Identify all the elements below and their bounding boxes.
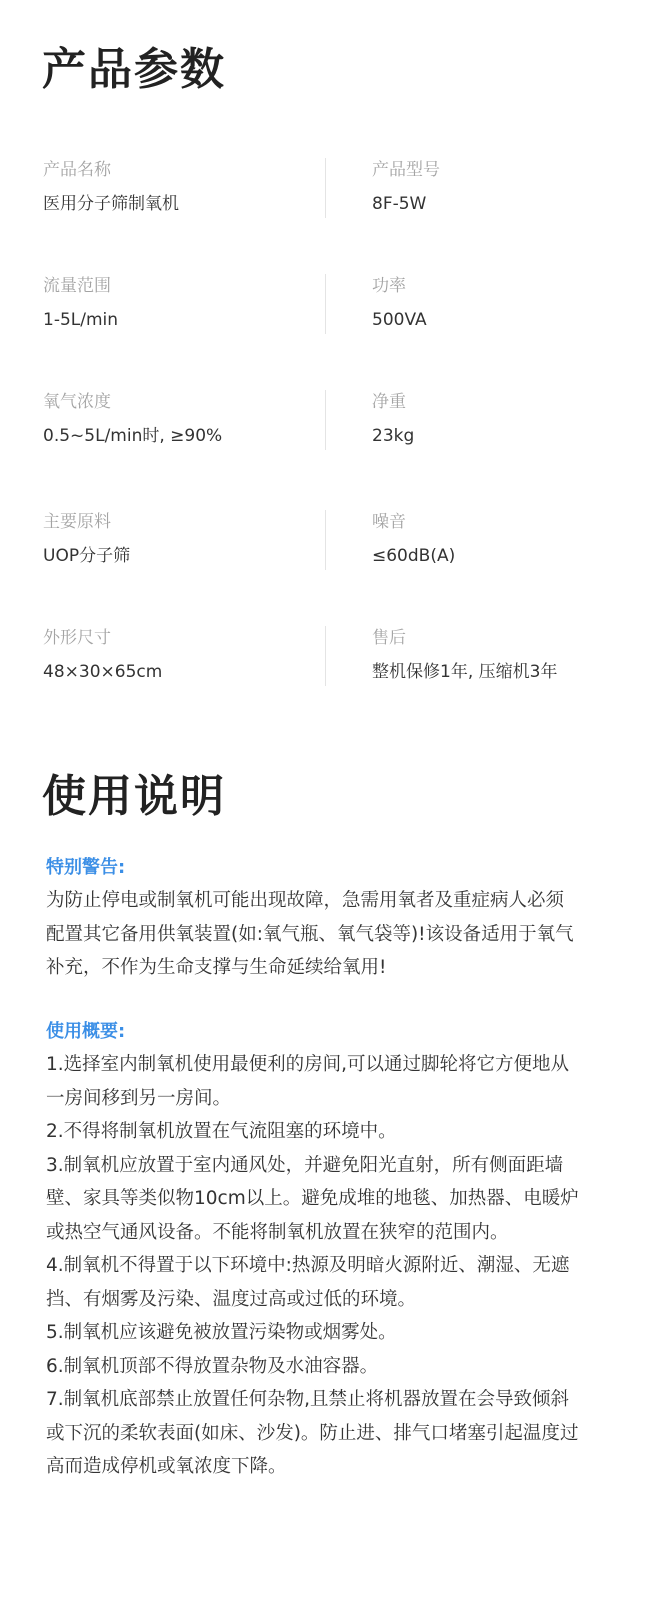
spec-item xyxy=(43,510,130,568)
usage-line: 3.制氧机应放置于室内通风处，并避免阳光直射，所有侧面距墙 xyxy=(46,1154,564,1176)
spec-value: 整机保修1年, 压缩机3年 xyxy=(372,662,558,682)
spec-value: 0.5~5L/min时, ≥90% xyxy=(43,426,223,446)
column-divider xyxy=(325,510,326,570)
usage-line: 6.制氧机顶部不得放置杂物及水油容器。 xyxy=(46,1355,379,1377)
warning-heading: 特别警告: xyxy=(46,857,126,878)
warning-line: 为防止停电或制氧机可能出现故障，急需用氧者及重症病人必须 xyxy=(46,890,565,911)
usage-line: 或下沉的柔软表面(如床、沙发)。防止进、排气口堵塞引起温度过 xyxy=(46,1422,579,1444)
usage-line: 一房间移到另一房间。 xyxy=(46,1087,232,1109)
spec-item xyxy=(372,626,557,684)
spec-label: 产品名称 xyxy=(43,160,111,180)
usage-line: 7.制氧机底部禁止放置任何杂物,且禁止将机器放置在会导致倾斜 xyxy=(46,1389,570,1410)
usage-block xyxy=(46,1016,616,1484)
spec-value: ≤60dB(A) xyxy=(372,546,456,566)
usage-line: 或热空气通风设备。不能将制氧机放置在狭窄的范围内。 xyxy=(46,1221,509,1243)
usage-line: 挡、有烟雾及污染、温度过高或过低的环境。 xyxy=(46,1288,417,1310)
usage-line: 4.制氧机不得置于以下环境中:热源及明暗火源附近、潮湿、无遮 xyxy=(46,1255,570,1276)
column-divider xyxy=(325,626,326,686)
column-divider xyxy=(325,158,326,218)
spec-value: 医用分子筛制氧机 xyxy=(43,194,179,214)
spec-value: 48×30×65cm xyxy=(43,662,163,682)
spec-row xyxy=(0,158,666,238)
spec-row xyxy=(0,626,666,706)
spec-item xyxy=(43,158,179,216)
spec-label: 外形尺寸 xyxy=(43,628,111,648)
column-divider xyxy=(325,390,326,450)
specs-title: 产品参数 xyxy=(42,44,226,95)
spec-item xyxy=(43,626,162,684)
spec-label: 主要原料 xyxy=(43,512,111,532)
spec-label: 氧气浓度 xyxy=(43,392,111,412)
spec-item xyxy=(372,274,427,332)
spec-row xyxy=(0,510,666,590)
spec-value: 8F-5W xyxy=(372,194,427,214)
usage-heading: 使用概要: xyxy=(46,1021,126,1042)
spec-item xyxy=(43,390,222,448)
spec-row xyxy=(0,390,666,470)
spec-label: 噪音 xyxy=(372,512,406,532)
spec-label: 净重 xyxy=(372,392,406,412)
spec-item xyxy=(43,274,118,332)
warning-line: 补充，不作为生命支撑与生命延续给氧用! xyxy=(46,957,387,978)
spec-label: 功率 xyxy=(372,276,406,296)
spec-value: UOP分子筛 xyxy=(43,546,131,566)
usage-line: 2.不得将制氧机放置在气流阻塞的环境中。 xyxy=(46,1121,397,1142)
usage-line: 5.制氧机应该避免被放置污染物或烟雾处。 xyxy=(46,1322,397,1343)
spec-row xyxy=(0,274,666,354)
spec-item xyxy=(372,510,455,568)
usage-line: 1.选择室内制氧机使用最便利的房间,可以通过脚轮将它方便地从 xyxy=(46,1054,570,1075)
spec-value: 500VA xyxy=(372,310,427,330)
spec-label: 产品型号 xyxy=(372,160,440,180)
usage-line: 壁、家具等类似物10cm以上。避免成堆的地毯、加热器、电暖炉 xyxy=(46,1188,579,1209)
spec-item xyxy=(372,390,414,448)
spec-value: 1-5L/min xyxy=(43,310,119,330)
warning-block xyxy=(46,852,616,985)
spec-value: 23kg xyxy=(372,426,415,446)
spec-item xyxy=(372,158,440,216)
usage-line: 高而造成停机或氧浓度下降。 xyxy=(46,1456,287,1477)
spec-label: 流量范围 xyxy=(43,276,111,296)
instructions-title: 使用说明 xyxy=(42,771,226,822)
column-divider xyxy=(325,274,326,334)
warning-line: 配置其它备用供氧装置(如:氧气瓶、氧气袋等)!该设备适用于氧气 xyxy=(46,923,574,945)
spec-label: 售后 xyxy=(372,628,406,648)
